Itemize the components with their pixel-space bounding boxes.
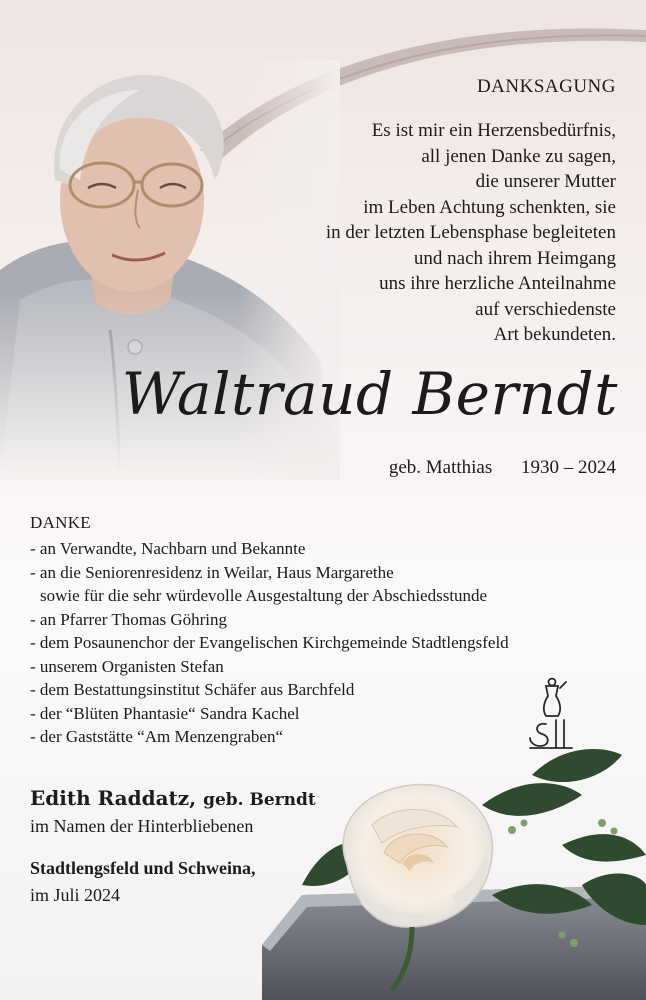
intro-line: all jenen Danke zu sagen, xyxy=(421,145,616,167)
list-item: - an Verwandte, Nachbarn und Bekannte xyxy=(30,539,306,558)
list-item: - dem Bestattungsinstitut Schäfer aus Barchfeld xyxy=(30,680,355,699)
list-item: - dem Posaunenchor der Evangelischen Kirchgemeinde Stadtlengsfeld xyxy=(30,633,509,652)
birth-info xyxy=(389,457,616,479)
deceased-name: Waltraud Berndt xyxy=(121,360,618,428)
intro-line: Art bekundeten. xyxy=(493,324,616,345)
intro-text xyxy=(196,118,616,348)
white-rose-image xyxy=(262,735,646,1000)
intro-line: Es ist mir ein Herzensbedürfnis, xyxy=(371,120,616,141)
list-item: - an die Seniorenresidenz in Weilar, Haus Margarethe xyxy=(30,562,394,582)
signer-subline: im Namen der Hinterbliebenen xyxy=(30,816,254,836)
intro-line: und nach ihrem Heimgang xyxy=(413,247,616,269)
intro-line: in der letzten Lebensphase begleiteten xyxy=(325,222,616,243)
thanks-title: DANKE xyxy=(30,513,91,532)
signer-fullname: Edith Raddatz, xyxy=(30,786,197,810)
list-item: - an Pfarrer Thomas Göhring xyxy=(30,609,228,629)
list-item: - der Gaststätte “Am Menzengraben“ xyxy=(30,727,283,746)
life-years: 1930 – 2024 xyxy=(521,457,616,478)
signer-place: Stadtlengsfeld und Schweina, xyxy=(30,858,256,878)
maiden-name: geb. Matthias xyxy=(388,457,493,478)
list-item: - der “Blüten Phantasie“ Sandra Kachel xyxy=(30,703,300,723)
thanks-list xyxy=(30,537,509,749)
list-item: sowie für die sehr würdevolle Ausgestaltung der Abschiedsstunde xyxy=(40,586,488,605)
list-item: - unserem Organisten Stefan xyxy=(30,656,224,676)
intro-line: die unserer Mutter xyxy=(475,171,616,192)
intro-line: auf verschiedenste xyxy=(475,298,616,320)
notice-heading: DANKSAGUNG xyxy=(476,76,616,97)
notice-date: im Juli 2024 xyxy=(30,885,121,905)
signer-born-as: geb. Berndt xyxy=(203,790,316,810)
intro-line: uns ihre herzliche Anteilnahme xyxy=(379,273,616,294)
intro-line: im Leben Achtung schenkten, sie xyxy=(363,196,616,218)
